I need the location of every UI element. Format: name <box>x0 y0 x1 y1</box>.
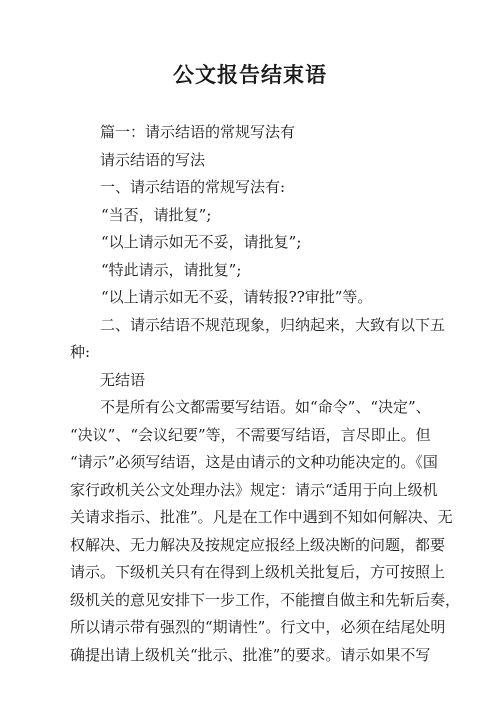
text-line: 不是所有公文都需要写结语。如“命令”、“决定”、 <box>100 398 431 416</box>
text-line: 请示。下级机关只有在得到上级机关批复后，方可按照上 <box>70 563 446 581</box>
text-line: 级机关的意见安排下一步工作，不能擅自做主和先斩后奏， <box>70 590 461 609</box>
text-line: “请示”必须写结语，这是由请示的文种功能决定的。《国 <box>70 453 438 471</box>
text-line: “以上请示如无不妥，请转报??审批”等。 <box>101 288 373 306</box>
document-title: 公文报告结束语 <box>173 62 327 87</box>
text-line: “决议”、“会议纪要”等，不需要写结语，言尽即止。但 <box>70 425 431 444</box>
text-line: 请示结语的写法 <box>100 150 206 169</box>
text-line: 权解决、无力解决及按规定应报经上级决断的问题，都要 <box>70 535 446 554</box>
text-line: 所以请示带有强烈的“期请性”。行文中，必须在结尾处明 <box>70 618 446 636</box>
text-line: 家行政机关公文处理办法》规定：请示“适用于向上级机 <box>70 480 438 499</box>
text-line: 确提出请上级机关“批示、批准”的要求。请示如果不写 <box>70 645 431 664</box>
text-line: “特此请示，请批复”; <box>101 260 242 279</box>
text-line: “以上请示如无不妥，请批复”; <box>101 233 302 251</box>
text-line: “当否，请批复”; <box>101 205 212 224</box>
text-line: 一、请示结语的常规写法有: <box>100 178 286 196</box>
text-line: 篇一：请示结语的常规写法有 <box>100 123 296 141</box>
text-line: 种: <box>70 343 91 361</box>
section-heading: 无结语 <box>100 370 146 389</box>
text-line: 关请求指示、批准”。凡是在工作中遇到不知如何解决、无 <box>70 508 453 526</box>
document-body <box>70 119 461 669</box>
text-line: 二、请示结语不规范现象，归纳起来，大致有以下五 <box>100 315 446 334</box>
